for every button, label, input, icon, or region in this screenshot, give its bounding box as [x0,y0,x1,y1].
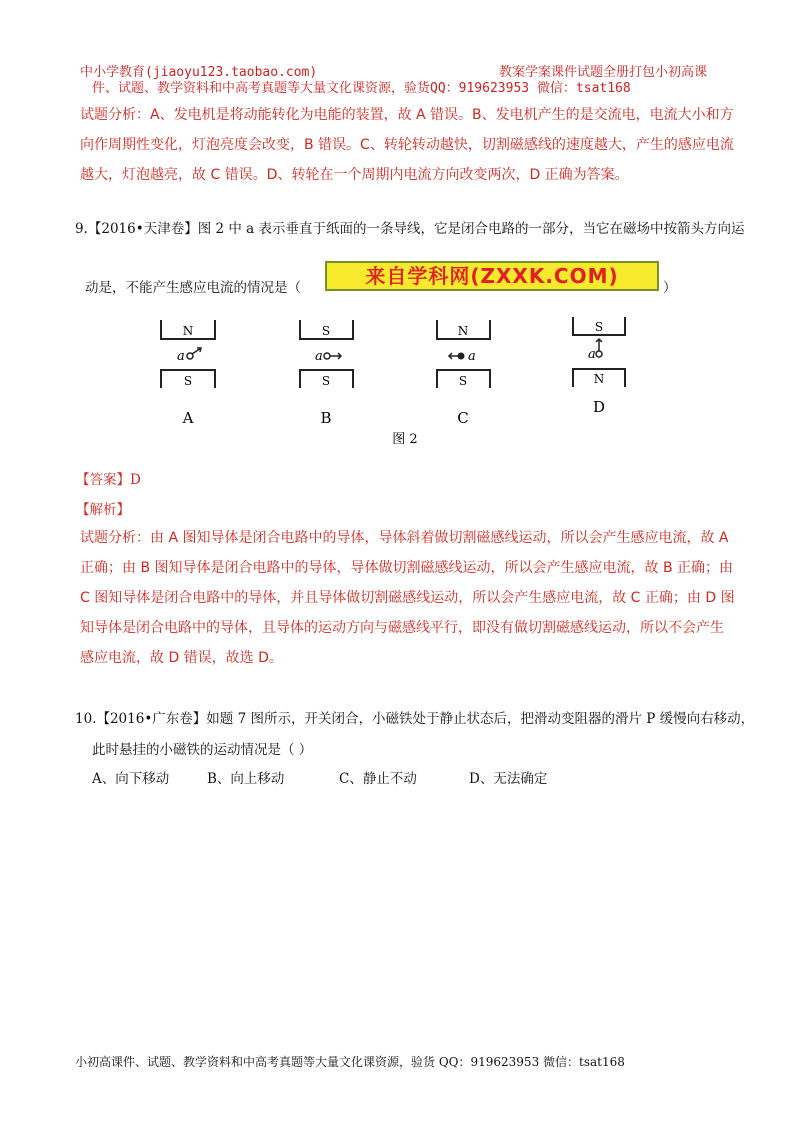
pole-label: S [321,374,331,388]
wire-label: a [468,349,476,364]
q9-analysis-line: 试题分析：由 A 图知导体是闭合电路中的导体，导体斜着做切割磁感线运动，所以会产生感应电流，故 A [80,530,729,546]
q9-figure [155,315,655,453]
panel-label: D [592,398,606,416]
q8-analysis-line: 向作周期性变化，灯泡亮度会改变，B 错误。C、转轮转动越快，切割磁感线的速度越大，产生的感应电流 [80,137,734,153]
q9-stem-line2: 动是，不能产生感应电流的情况是（ [85,280,301,296]
page-footer: 小初高课件、试题、教学资料和中高考真题等大量文化课资源，验货 QQ：919623953 微信：tsat168 [75,1055,625,1069]
pole-label: S [321,324,331,338]
figure-caption: 图 2 [392,432,418,447]
pole-label: S [594,320,604,334]
wire-label: a [588,347,596,362]
answer-value: D [130,472,141,488]
pole-label: N [593,372,605,386]
q9-analysis-line: 知导体是闭合电路中的导体，且导体的运动方向与磁感线平行，即没有做切割磁感线运动，所以不会产生 [80,620,724,636]
pole-label: N [182,324,194,338]
pole-label: N [457,324,469,338]
header-line2: 件、试题、教学资料和中高考真题等大量文化课资源，验货QQ：919623953 微信：tsat168 [92,81,631,96]
wire-label: a [315,349,323,364]
analysis-tag: 【解析】 [76,502,130,518]
header-right: 教案学案课件试题全册打包小初高课 [499,65,708,80]
q10-option: B、向上移动 [207,771,285,787]
q10-option: C、静止不动 [339,771,417,787]
q9-stem-line1: 9.【2016•天津卷】图 2 中 a 表示垂直于纸面的一条导线，它是闭合电路的一部分，当它在磁场中按箭头方向运 [75,221,745,237]
pole-label: S [458,374,468,388]
q10-stem-line2: 此时悬挂的小磁铁的运动情况是（ ） [92,742,313,758]
q9-analysis [80,523,740,673]
q8-analysis [80,100,740,190]
answer-tag: 【答案】 [76,472,130,488]
q10-option: A、向下移动 [92,771,170,787]
q10-option: D、无法确定 [469,771,548,787]
wire-label: a [177,349,185,364]
header-left: 中小学教育(jiaoyu123.taobao.com) [80,65,318,80]
q9-stem-close-paren: ） [663,280,677,296]
q9-analysis-line: C 图知导体是闭合电路中的导体，并且导体做切割磁感线运动，所以会产生感应电流，故 C 正确；由 D 图 [80,590,735,606]
panel-label: C [457,409,469,427]
panel-label: A [182,409,194,427]
q8-analysis-line: 越大，灯泡越亮，故 C 错误。D、转轮在一个周期内电流方向改变两次，D 正确为答案。 [80,167,629,183]
pole-label: S [183,374,193,388]
panel-d [573,317,625,416]
q8-analysis-line: 试题分析：A、发电机是将动能转化为电能的装置，故 A 错误。B、发电机产生的是交流电，电流大小和方 [80,107,734,123]
q9-analysis-line: 感应电流，故 D 错误，故选 D。 [80,650,283,666]
panel-b [300,320,353,427]
panel-c [437,320,490,427]
q9-answer [76,468,141,488]
q9-analysis-line: 正确；由 B 图知导体是闭合电路中的导体，导体做切割磁感线运动，所以会产生感应电流，故 B 正确；由 [80,560,734,576]
watermark-banner: 来自学科网(ZXXK.COM) [325,261,659,291]
panel-label: B [320,409,332,427]
panel-a [161,320,215,427]
q10-stem-line1: 10.【2016•广东卷】如题 7 图所示，开关闭合，小磁铁处于静止状态后，把滑动变阻器的滑片 P 缓慢向右移动， [75,711,755,727]
